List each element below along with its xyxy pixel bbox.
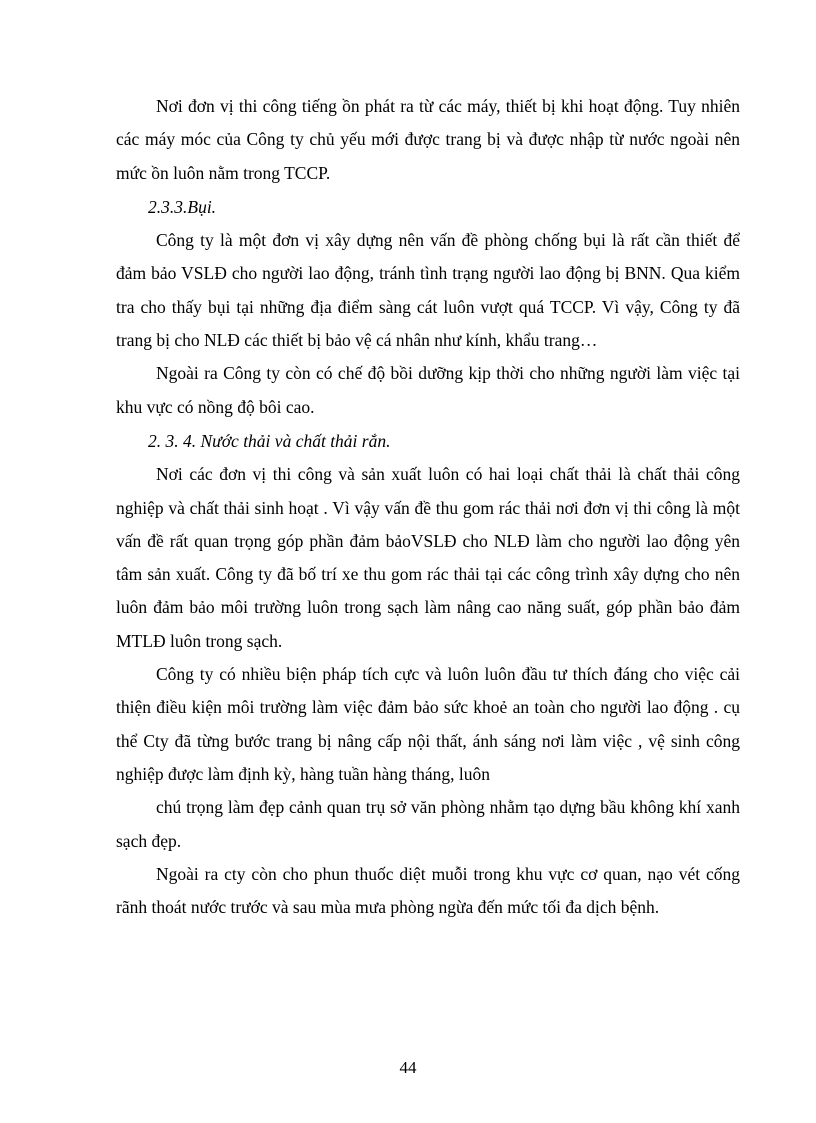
paragraph-disease-prevention: Ngoài ra cty còn cho phun thuốc diệt muỗi trong khu vực cơ quan, nạo vét cống rãnh thoát nước trước và sau mùa mưa phòng ngừa đến mức tối đa dịch bệnh.: [116, 863, 740, 918]
paragraph-dust-protection: Công ty là một đơn vị xây dựng nên vấn đề phòng chống bụi là rất cần thiết để đảm bảo VSLĐ cho người lao động, tránh tình trạng người lao động bị BNN. Qua kiểm tra cho thấy bụi tại những địa điểm sàng cát luôn vượt quá TCCP. Vì vậy, Công ty đã trang bị cho NLĐ các thiết bị bảo vệ cá nhân như kính, khẩu trang…: [116, 230, 740, 351]
page-body: [116, 90, 740, 924]
paragraph-environment-continued: chú trọng làm đẹp cảnh quan trụ sở văn phòng nhằm tạo dựng bầu không khí xanh sạch đẹp.: [116, 797, 740, 851]
paragraph-waste-collection: Nơi các đơn vị thi công và sản xuất luôn có hai loại chất thải là chất thải công nghiệp và chất thải sinh hoạt . Vì vậy vấn đề thu gom rác thải nơi đơn vị thi công là một vấn đề rất quan trọng góp phần đảm bảoVSLĐ cho NLĐ làm cho người lao động yên tâm sản xuất. Công ty đã bố trí xe thu gom rác thải tại các công trình xây dựng cho nên luôn đảm bảo môi trường luôn trong sạch làm nâng cao năng suất, góp phần bảo đảm MTLĐ luôn trong sạch.: [116, 464, 740, 651]
paragraph-dust-allowance: Ngoài ra Công ty còn có chế độ bồi dưỡng kịp thời cho những người làm việc tại khu vực có nồng độ bôi cao.: [116, 363, 740, 417]
paragraph-environment-improvement: Công ty có nhiều biện pháp tích cực và luôn luôn đầu tư thích đáng cho việc cải thiện điều kiện môi trường làm việc đảm bảo sức khoẻ an toàn cho người lao động . cụ thể Cty đã từng bước trang bị nâng cấp nội thất, ánh sáng nơi làm việc , vệ sinh công nghiệp được làm định kỳ, hàng tuần hàng tháng, luôn: [116, 664, 740, 784]
section-heading-waste: 2. 3. 4. Nước thải và chất thải rắn.: [148, 430, 391, 451]
section-heading-dust: 2.3.3.Bụi.: [148, 196, 217, 217]
page-number: 44: [399, 1058, 417, 1077]
paragraph-noise: Nơi đơn vị thi công tiếng ồn phát ra từ các máy, thiết bị khi hoạt động. Tuy nhiên các máy móc của Công ty chủ yếu mới được trang bị và được nhập từ nước ngoài nên mức ồn luôn nằm trong TCCP.: [116, 96, 740, 183]
